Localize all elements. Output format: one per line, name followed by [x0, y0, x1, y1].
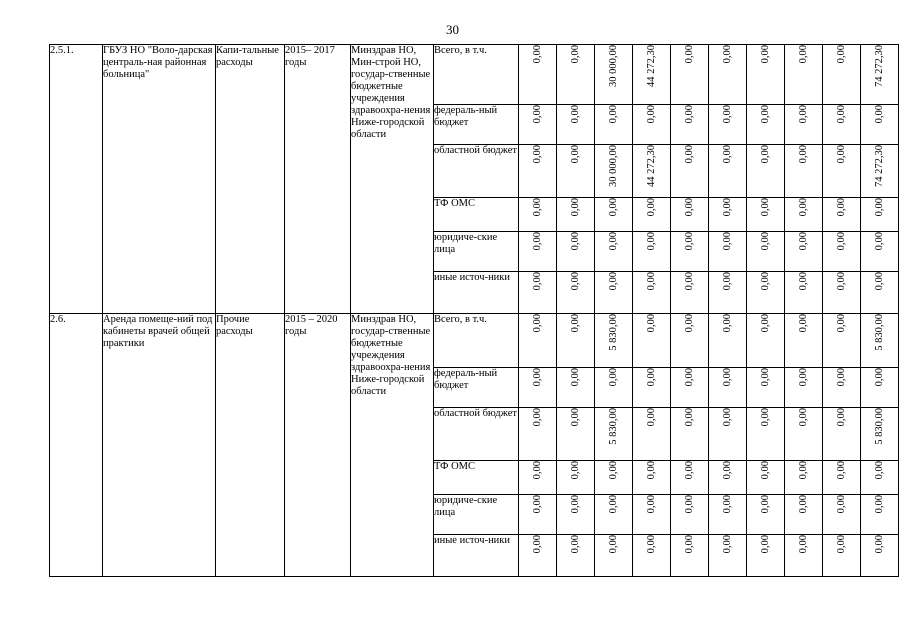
amount-value: 5 830,00	[873, 314, 885, 351]
amount-cell	[633, 272, 671, 314]
amount-cell	[709, 535, 747, 577]
amount-cell	[823, 198, 861, 232]
amount-value: 0,00	[797, 45, 809, 64]
amount-cell	[709, 45, 747, 105]
amount-value: 0,00	[607, 272, 619, 291]
amount-value: 0,00	[797, 535, 809, 554]
amount-value: 0,00	[607, 461, 619, 480]
amount-cell	[519, 461, 557, 495]
amount-cell	[861, 314, 899, 368]
amount-cell	[557, 535, 595, 577]
amount-value: 0,00	[531, 145, 543, 164]
amount-value: 0,00	[569, 314, 581, 333]
amount-value: 0,00	[721, 232, 733, 251]
amount-cell	[519, 495, 557, 535]
amount-cell	[633, 314, 671, 368]
amount-value: 0,00	[797, 105, 809, 124]
amount-cell	[785, 368, 823, 408]
amount-cell	[519, 314, 557, 368]
funding-source-label: юридиче-ские лица	[434, 495, 519, 535]
amount-value: 0,00	[683, 145, 695, 164]
period: 2015 – 2020 годы	[285, 314, 351, 577]
amount-cell	[823, 232, 861, 272]
amount-value: 0,00	[683, 45, 695, 64]
amount-cell	[823, 461, 861, 495]
amount-cell	[785, 461, 823, 495]
amount-cell	[709, 105, 747, 145]
amount-value: 0,00	[797, 232, 809, 251]
amount-value: 0,00	[645, 535, 657, 554]
amount-value: 0,00	[835, 314, 847, 333]
funding-source-label: ТФ ОМС	[434, 461, 519, 495]
amount-cell	[785, 314, 823, 368]
amount-value: 0,00	[759, 45, 771, 64]
amount-value: 0,00	[721, 535, 733, 554]
amount-value: 0,00	[683, 495, 695, 514]
amount-cell	[747, 45, 785, 105]
amount-cell	[861, 368, 899, 408]
amount-value: 0,00	[531, 198, 543, 217]
budget-table	[49, 44, 899, 577]
amount-value: 0,00	[569, 145, 581, 164]
amount-cell	[633, 145, 671, 198]
amount-cell	[747, 105, 785, 145]
amount-value: 0,00	[797, 461, 809, 480]
amount-cell	[861, 145, 899, 198]
amount-value: 0,00	[645, 272, 657, 291]
amount-value: 0,00	[797, 368, 809, 387]
amount-value: 0,00	[645, 314, 657, 333]
amount-cell	[671, 314, 709, 368]
amount-value: 0,00	[607, 198, 619, 217]
amount-cell	[785, 145, 823, 198]
amount-cell	[519, 232, 557, 272]
amount-cell	[861, 45, 899, 105]
amount-cell	[709, 314, 747, 368]
amount-value: 0,00	[569, 495, 581, 514]
amount-cell	[861, 198, 899, 232]
amount-cell	[823, 145, 861, 198]
amount-cell	[519, 535, 557, 577]
amount-value: 0,00	[607, 535, 619, 554]
funding-source-label: федераль-ный бюджет	[434, 368, 519, 408]
amount-cell	[861, 408, 899, 461]
amount-value: 0,00	[531, 45, 543, 64]
amount-cell	[671, 461, 709, 495]
amount-cell	[823, 105, 861, 145]
amount-value: 74 272,30	[873, 145, 885, 187]
amount-value: 0,00	[531, 314, 543, 333]
expense-type: Прочие расходы	[216, 314, 285, 577]
amount-value: 0,00	[721, 495, 733, 514]
amount-value: 0,00	[683, 461, 695, 480]
amount-cell	[785, 495, 823, 535]
funding-source-label: юридиче-ские лица	[434, 232, 519, 272]
item-name: Аренда помеще-ний под кабинеты врачей общей практики	[103, 314, 216, 577]
amount-cell	[861, 495, 899, 535]
amount-value: 0,00	[797, 314, 809, 333]
amount-cell	[785, 408, 823, 461]
amount-cell	[747, 461, 785, 495]
amount-value: 0,00	[683, 198, 695, 217]
amount-value: 0,00	[531, 408, 543, 427]
amount-cell	[747, 408, 785, 461]
amount-value: 0,00	[873, 272, 885, 291]
amount-cell	[633, 535, 671, 577]
amount-value: 0,00	[835, 535, 847, 554]
amount-value: 0,00	[835, 272, 847, 291]
amount-value: 0,00	[835, 408, 847, 427]
amount-cell	[671, 45, 709, 105]
amount-value: 0,00	[531, 495, 543, 514]
funding-source-label: Всего, в т.ч.	[434, 45, 519, 105]
funding-source-label: Всего, в т.ч.	[434, 314, 519, 368]
item-name: ГБУЗ НО "Воло-дарская централь-ная районная больница"	[103, 45, 216, 314]
amount-value: 0,00	[721, 368, 733, 387]
amount-value: 0,00	[835, 368, 847, 387]
amount-cell	[595, 535, 633, 577]
amount-cell	[671, 272, 709, 314]
amount-cell	[519, 145, 557, 198]
funding-source-label: областной бюджет	[434, 408, 519, 461]
amount-value: 0,00	[569, 198, 581, 217]
amount-value: 0,00	[797, 145, 809, 164]
amount-value: 5 830,00	[607, 408, 619, 445]
amount-value: 0,00	[531, 105, 543, 124]
amount-value: 0,00	[645, 495, 657, 514]
amount-cell	[595, 461, 633, 495]
amount-cell	[861, 272, 899, 314]
amount-value: 0,00	[645, 461, 657, 480]
amount-cell	[747, 272, 785, 314]
amount-value: 30 000,00	[607, 45, 619, 87]
amount-cell	[595, 368, 633, 408]
amount-value: 0,00	[569, 535, 581, 554]
amount-cell	[519, 272, 557, 314]
amount-cell	[709, 272, 747, 314]
amount-value: 0,00	[645, 232, 657, 251]
amount-value: 0,00	[759, 272, 771, 291]
amount-value: 0,00	[569, 368, 581, 387]
amount-cell	[557, 461, 595, 495]
amount-value: 0,00	[835, 461, 847, 480]
amount-value: 0,00	[873, 495, 885, 514]
amount-cell	[709, 232, 747, 272]
amount-cell	[671, 198, 709, 232]
amount-value: 5 830,00	[607, 314, 619, 351]
amount-value: 0,00	[607, 105, 619, 124]
item-number: 2.5.1.	[50, 45, 103, 314]
amount-cell	[671, 368, 709, 408]
expense-type: Капи-тальные расходы	[216, 45, 285, 314]
amount-value: 0,00	[721, 45, 733, 64]
amount-cell	[633, 198, 671, 232]
amount-value: 0,00	[873, 368, 885, 387]
amount-value: 5 830,00	[873, 408, 885, 445]
amount-cell	[709, 145, 747, 198]
amount-value: 0,00	[645, 408, 657, 427]
amount-value: 0,00	[645, 105, 657, 124]
amount-value: 0,00	[569, 408, 581, 427]
amount-value: 0,00	[645, 198, 657, 217]
amount-cell	[861, 232, 899, 272]
amount-cell	[595, 495, 633, 535]
amount-cell	[595, 408, 633, 461]
amount-value: 0,00	[531, 461, 543, 480]
amount-cell	[633, 461, 671, 495]
amount-cell	[709, 461, 747, 495]
amount-cell	[861, 105, 899, 145]
amount-cell	[595, 232, 633, 272]
amount-cell	[785, 272, 823, 314]
period: 2015– 2017 годы	[285, 45, 351, 314]
amount-value: 0,00	[569, 105, 581, 124]
amount-value: 0,00	[721, 461, 733, 480]
amount-cell	[595, 105, 633, 145]
amount-value: 0,00	[873, 232, 885, 251]
amount-value: 0,00	[721, 145, 733, 164]
amount-cell	[595, 272, 633, 314]
amount-cell	[823, 45, 861, 105]
amount-cell	[557, 272, 595, 314]
amount-value: 0,00	[683, 272, 695, 291]
amount-cell	[785, 232, 823, 272]
amount-cell	[633, 232, 671, 272]
amount-value: 0,00	[683, 368, 695, 387]
amount-cell	[747, 368, 785, 408]
amount-cell	[823, 314, 861, 368]
amount-cell	[557, 314, 595, 368]
amount-cell	[823, 272, 861, 314]
amount-cell	[557, 145, 595, 198]
item-number: 2.6.	[50, 314, 103, 577]
amount-value: 0,00	[607, 232, 619, 251]
amount-value: 30 000,00	[607, 145, 619, 187]
amount-cell	[823, 535, 861, 577]
amount-value: 0,00	[607, 368, 619, 387]
amount-cell	[785, 105, 823, 145]
amount-value: 0,00	[569, 272, 581, 291]
funding-source-label: иные источ-ники	[434, 535, 519, 577]
amount-value: 0,00	[721, 408, 733, 427]
amount-value: 0,00	[759, 198, 771, 217]
amount-value: 0,00	[569, 45, 581, 64]
amount-cell	[671, 535, 709, 577]
amount-value: 0,00	[531, 368, 543, 387]
amount-value: 0,00	[835, 198, 847, 217]
amount-cell	[633, 368, 671, 408]
amount-cell	[595, 145, 633, 198]
funding-source-label: федераль-ный бюджет	[434, 105, 519, 145]
amount-cell	[709, 495, 747, 535]
funding-source-label: иные источ-ники	[434, 272, 519, 314]
amount-value: 0,00	[645, 368, 657, 387]
amount-value: 0,00	[759, 145, 771, 164]
amount-value: 0,00	[759, 105, 771, 124]
amount-value: 0,00	[721, 198, 733, 217]
amount-value: 0,00	[531, 232, 543, 251]
amount-value: 0,00	[873, 535, 885, 554]
amount-cell	[557, 105, 595, 145]
amount-value: 0,00	[721, 105, 733, 124]
amount-cell	[747, 495, 785, 535]
amount-value: 0,00	[531, 272, 543, 291]
amount-value: 0,00	[683, 105, 695, 124]
amount-value: 0,00	[759, 368, 771, 387]
amount-value: 0,00	[873, 461, 885, 480]
amount-cell	[823, 495, 861, 535]
amount-value: 0,00	[797, 272, 809, 291]
amount-value: 0,00	[835, 495, 847, 514]
amount-cell	[595, 45, 633, 105]
amount-value: 0,00	[759, 461, 771, 480]
amount-cell	[519, 408, 557, 461]
amount-cell	[633, 495, 671, 535]
amount-value: 0,00	[873, 198, 885, 217]
amount-value: 44 272,30	[645, 145, 657, 187]
amount-value: 0,00	[759, 314, 771, 333]
amount-cell	[519, 198, 557, 232]
table-row	[50, 45, 899, 105]
amount-cell	[519, 368, 557, 408]
amount-cell	[747, 535, 785, 577]
amount-cell	[747, 314, 785, 368]
amount-value: 0,00	[797, 408, 809, 427]
amount-value: 0,00	[721, 314, 733, 333]
amount-cell	[633, 408, 671, 461]
amount-cell	[861, 461, 899, 495]
amount-value: 0,00	[759, 495, 771, 514]
amount-value: 0,00	[797, 495, 809, 514]
amount-value: 0,00	[569, 461, 581, 480]
amount-cell	[747, 198, 785, 232]
amount-cell	[557, 232, 595, 272]
amount-value: 0,00	[797, 198, 809, 217]
amount-cell	[557, 408, 595, 461]
amount-cell	[633, 105, 671, 145]
amount-value: 0,00	[683, 232, 695, 251]
amount-value: 0,00	[873, 105, 885, 124]
amount-value: 0,00	[569, 232, 581, 251]
executor: Минздрав НО, Мин-строй НО, государ-ственные бюджетные учреждения здравоохра-нения Ниже-городской области	[351, 45, 434, 314]
amount-value: 0,00	[835, 232, 847, 251]
amount-cell	[823, 368, 861, 408]
amount-value: 0,00	[835, 145, 847, 164]
page-number: 30	[446, 22, 459, 37]
funding-source-label: областной бюджет	[434, 145, 519, 198]
amount-cell	[671, 145, 709, 198]
amount-cell	[633, 45, 671, 105]
amount-cell	[519, 45, 557, 105]
amount-cell	[709, 368, 747, 408]
amount-cell	[671, 105, 709, 145]
amount-cell	[747, 232, 785, 272]
amount-cell	[747, 145, 785, 198]
amount-value: 0,00	[835, 105, 847, 124]
amount-cell	[671, 495, 709, 535]
executor: Минздрав НО, государ-ственные бюджетные учреждения здравоохра-нения Ниже-городской области	[351, 314, 434, 577]
amount-cell	[595, 314, 633, 368]
amount-value: 0,00	[721, 272, 733, 291]
amount-value: 0,00	[759, 232, 771, 251]
amount-cell	[823, 408, 861, 461]
amount-cell	[785, 198, 823, 232]
amount-value: 0,00	[683, 314, 695, 333]
amount-cell	[557, 495, 595, 535]
amount-value: 0,00	[683, 408, 695, 427]
amount-value: 0,00	[683, 535, 695, 554]
table-row	[50, 314, 899, 368]
amount-cell	[557, 198, 595, 232]
amount-value: 0,00	[759, 535, 771, 554]
amount-cell	[557, 45, 595, 105]
amount-cell	[671, 232, 709, 272]
amount-value: 0,00	[835, 45, 847, 64]
amount-cell	[595, 198, 633, 232]
amount-cell	[785, 535, 823, 577]
amount-cell	[709, 198, 747, 232]
funding-source-label: ТФ ОМС	[434, 198, 519, 232]
amount-value: 0,00	[531, 535, 543, 554]
amount-cell	[785, 45, 823, 105]
amount-value: 44 272,30	[645, 45, 657, 87]
amount-value: 0,00	[759, 408, 771, 427]
amount-cell	[557, 368, 595, 408]
amount-value: 0,00	[607, 495, 619, 514]
amount-value: 74 272,30	[873, 45, 885, 87]
amount-cell	[519, 105, 557, 145]
amount-cell	[709, 408, 747, 461]
amount-cell	[671, 408, 709, 461]
amount-cell	[861, 535, 899, 577]
